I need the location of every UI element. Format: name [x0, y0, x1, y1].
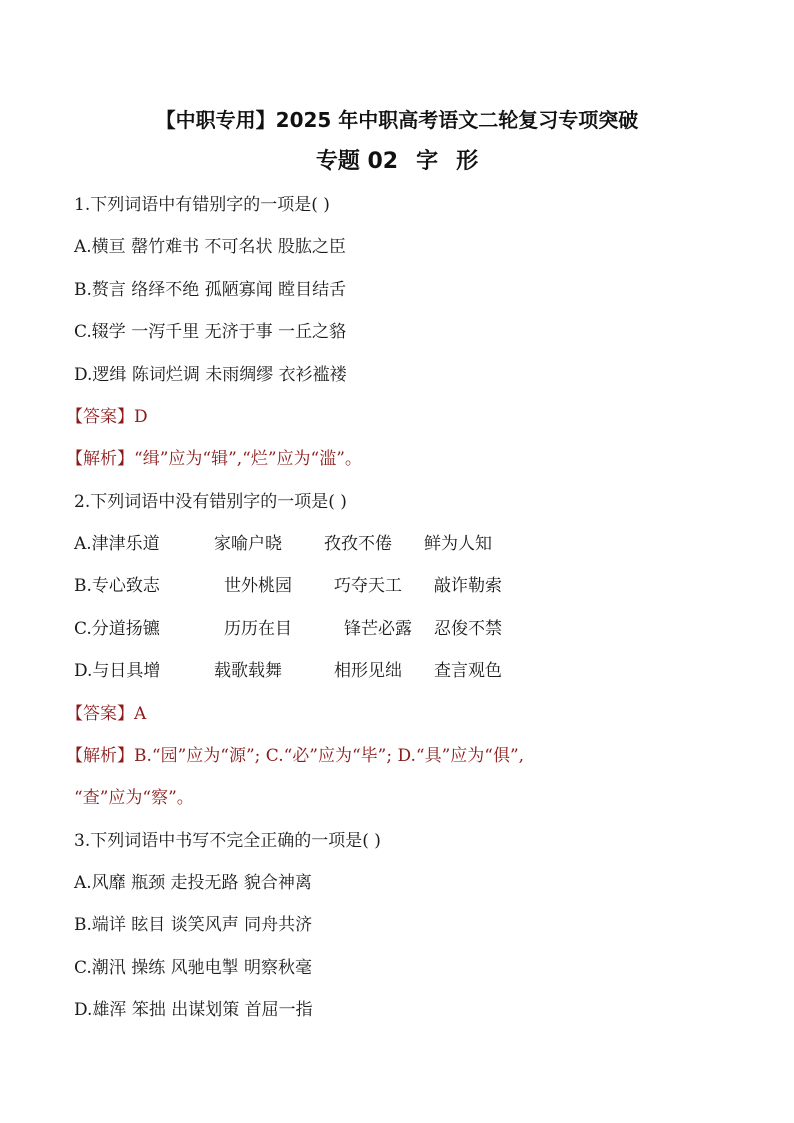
option-term: C.分道扬镳	[74, 619, 160, 639]
option-term: 鲜为人知	[424, 534, 492, 554]
question-2-option-d	[74, 656, 502, 681]
option-term: 锋芒必露	[344, 619, 412, 639]
question-1-analysis	[66, 444, 362, 469]
question-1-answer	[66, 402, 148, 427]
question-3-option-a: A.风靡 瓶颈 走投无路 貌合神离	[74, 873, 312, 893]
option-term: D.与日具增	[74, 661, 161, 681]
option-term: 查言观色	[434, 661, 502, 681]
question-3-stem: 3.下列词语中书写不完全正确的一项是( )	[74, 831, 381, 851]
question-3-option-b: B.端详 眩目 谈笑风声 同舟共济	[74, 915, 313, 935]
option-term: 相形见绌	[334, 661, 402, 681]
answer-label: 【答案】	[66, 407, 134, 427]
option-term: B.专心致志	[74, 576, 160, 596]
question-2-option-a	[74, 529, 492, 554]
option-term: 孜孜不倦	[324, 534, 392, 554]
analysis-text: B.“园”应为“源”; C.“必”应为“毕”; D.“具”应为“俱”,	[134, 746, 525, 766]
question-1-stem: 1.下列词语中有错别字的一项是( )	[74, 195, 330, 215]
subtitle-char-2: 形	[456, 149, 479, 174]
document-subtitle	[0, 144, 794, 175]
option-term: 家喻户晓	[214, 534, 282, 554]
question-2-stem: 2.下列词语中没有错别字的一项是( )	[74, 492, 347, 512]
question-1-option-b: B.赘言 络绎不绝 孤陋寡闻 瞠目结舌	[74, 280, 347, 300]
question-2-analysis-continued: “查”应为“察”。	[74, 788, 194, 808]
analysis-text: “缉”应为“辑”,“烂”应为“滥”。	[134, 449, 362, 469]
option-term: A.津津乐道	[74, 534, 160, 554]
option-term: 世外桃园	[224, 576, 292, 596]
answer-value: D	[134, 407, 148, 427]
option-term: 历历在目	[224, 619, 292, 639]
option-term: 忍俊不禁	[434, 619, 502, 639]
question-1-option-a: A.横亘 罄竹难书 不可名状 股肱之臣	[74, 237, 346, 257]
question-2-answer	[66, 699, 146, 724]
question-3-option-c: C.潮汛 操练 风驰电掣 明察秋毫	[74, 958, 313, 978]
question-2-option-c	[74, 614, 502, 639]
question-2-analysis	[66, 741, 524, 766]
analysis-label: 【解析】	[66, 746, 134, 766]
option-term: 敲诈勒索	[434, 576, 502, 596]
document-title: 【中职专用】2025 年中职高考语文二轮复习专项突破	[155, 108, 639, 132]
option-term: 载歌载舞	[214, 661, 282, 681]
subtitle-prefix: 专题 02	[315, 149, 399, 174]
question-1-option-d: D.逻缉 陈词烂调 未雨绸缪 衣衫褴褛	[74, 365, 347, 385]
analysis-label: 【解析】	[66, 449, 134, 469]
question-2-option-b	[74, 571, 502, 596]
question-1-option-c: C.辍学 一泻千里 无济于事 一丘之貉	[74, 322, 347, 342]
question-3-option-d: D.雄浑 笨拙 出谋划策 首屈一指	[74, 1000, 313, 1020]
answer-value: A	[134, 704, 147, 724]
option-term: 巧夺天工	[334, 576, 402, 596]
subtitle-char-1: 字	[416, 149, 439, 174]
answer-label: 【答案】	[66, 704, 134, 724]
